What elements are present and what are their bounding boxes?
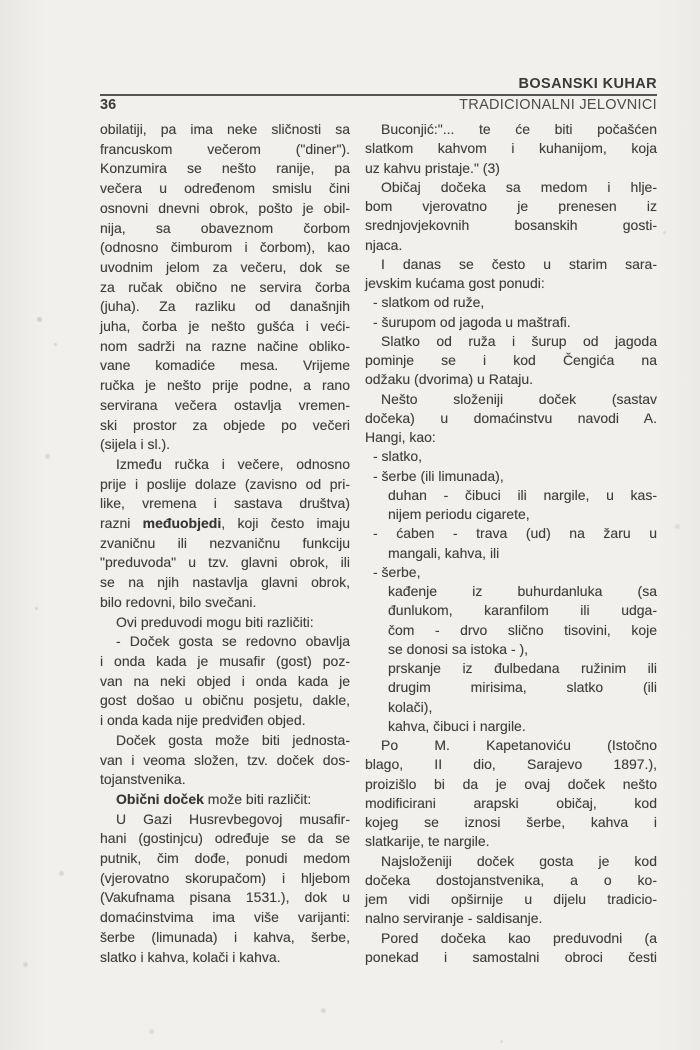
text-line: - šurupom od jagoda u maštrafi. (373, 313, 571, 330)
text-line: - šerbe (ili limunada), (373, 467, 504, 484)
text-line: Najsloženiji doček gosta je kod (381, 852, 657, 869)
list-item (365, 293, 657, 312)
bold-term: međuobjedi (142, 515, 222, 532)
bold-term: Obični doček (116, 790, 204, 807)
list-subitem (365, 582, 657, 659)
text-line: bom vjerovatno je prenesen iz (365, 198, 657, 214)
text-line: hani (gostinjcu) određuje se da se (100, 830, 350, 847)
text-line: prije i poslije dolaze (zavisno od pri- (100, 475, 350, 492)
text-line: vane komadiće mesa. Vrijeme (100, 357, 350, 374)
text-line: Konzumira se nešto ranije, pa (100, 160, 350, 177)
text-line: Slatko od ruža i šurup od jagoda (381, 332, 657, 349)
list-item (365, 467, 657, 486)
text-line: gost došao u običnu posjetu, dakle, (100, 692, 350, 709)
text-line: domaćinstvima ima više varijanti: (100, 909, 350, 926)
paragraph (100, 613, 350, 633)
list-item (365, 313, 657, 332)
page-number: 36 (100, 97, 117, 113)
text-line: (juha). Za razliku od današnjih (100, 298, 350, 315)
text-line: servirana večera ostavlja vremen- (100, 396, 350, 413)
text-line: uz kahvu pristaje." (3) (365, 159, 500, 176)
text-line (100, 514, 350, 534)
text-line: Ovi preduvodi mogu biti različiti: (116, 613, 314, 630)
text-line: "preduvoda" u tzv. glavni obrok, ili (100, 554, 350, 571)
text-line: Između ručka i večere, odnosno (116, 455, 350, 472)
text-line: obilatiji, pa ima neke sličnosti sa (100, 121, 350, 137)
text-span: može biti različit: (203, 790, 312, 807)
text-line: slatko i kahva, kolači i kahva. (100, 948, 281, 965)
text-line: (odnosno čimburom i čorbom), kao (100, 239, 350, 256)
text-line: (sijela i sl.). (100, 436, 171, 453)
text-line: šerbe (limunada) i kahva, šerbe, (100, 928, 350, 945)
paragraph (100, 120, 350, 455)
text-line: nom sadrži na razne načine obliko- (100, 337, 350, 354)
scan-noise (0, 0, 3, 3)
text-line: (Vakufnama pisana 1531.), dok u (100, 889, 350, 906)
text-line: U Gazi Husrevbegovoj musafir- (116, 810, 350, 827)
text-line: jevskim kućama gost ponudi: (365, 275, 545, 291)
text-line: i onda kada nije predviđen objed. (100, 712, 306, 729)
text-line: Doček gosta može biti jednosta- (116, 731, 350, 748)
text-line: Po M. Kapetanoviću (Istočno (381, 737, 657, 753)
text-line: bilo redovni, bilo svečani. (100, 593, 257, 610)
text-line: uvodnim jelom za večeru, dok se (100, 258, 350, 275)
text-line: odžaku (dvorima) u Rataju. (365, 371, 534, 388)
text-line: se na njih nastavlja glavni obrok, (100, 574, 350, 591)
text-line: za ručak obično ne servira čorba (100, 278, 350, 295)
text-line: pominje se i kod Čengića na (365, 352, 657, 368)
text-line: dočeka dostojanstvenika, a o ko- (365, 871, 657, 888)
page-header (100, 76, 657, 113)
text-line: njaca. (365, 236, 403, 253)
text-line: mangali, kahva, ili (388, 544, 500, 561)
right-column (365, 120, 657, 967)
text-line: Običaj dočeka sa medom i hlje- (381, 178, 657, 195)
text-line: kađenje iz buhurdanluka (sa (388, 583, 657, 599)
text-line: dočeka) u domaćinstvu navodi A. (365, 409, 657, 426)
text-line: nalno serviranje - saldisanje. (365, 910, 543, 927)
text-line: modificirani arapski običaj, kod (365, 794, 657, 811)
text-line: nijem periodu cigarete, (388, 506, 530, 522)
text-line: - Doček gosta se redovno obavlja (116, 633, 350, 650)
text-line: van i veoma složen, tzv. doček dos- (100, 751, 350, 768)
paragraph (100, 810, 350, 968)
text-line: ski prostor za objede po večeri (100, 416, 350, 433)
list-subitem (365, 659, 657, 717)
text-line: kolači), (388, 698, 433, 715)
paragraph (100, 731, 350, 790)
text-line: tojanstvenika. (100, 771, 186, 788)
paragraph (365, 255, 657, 294)
text-line: večera u određenom smislu čini (100, 180, 350, 197)
text-line: osnovni dnevni obrok, pošto je obil- (100, 199, 350, 216)
text-line: - slatko, (373, 448, 423, 465)
text-line: đunlukom, karanfilom ili udga- (388, 602, 657, 619)
text-span: , koji često imaju (221, 515, 351, 532)
text-line: - šerbe, (373, 563, 421, 580)
text-line: francuskom večerom ("diner"). (100, 140, 350, 157)
paragraph (100, 790, 350, 810)
paragraph (100, 632, 350, 731)
text-line: Pored dočeka kao preduvodni (a (381, 929, 657, 946)
paragraph (365, 178, 657, 255)
text-line: (vjerovatno skorupačom) i hljebom (100, 869, 350, 886)
text-line: - ćaben - trava (ud) na žaru u (373, 525, 657, 542)
text-line: Hangi, kao: (365, 429, 436, 445)
text-line (100, 790, 350, 810)
text-span: razni (100, 515, 143, 532)
paragraph (365, 736, 657, 852)
text-line: like, vremena i sastava društva) (100, 495, 350, 512)
paragraph (365, 852, 657, 929)
text-line: Buconjić:"... te će biti počašćen (381, 121, 657, 137)
text-line: srednjovjekovnih bosanskih gosti- (365, 217, 657, 234)
paragraph (100, 455, 350, 613)
text-line: blago, II dio, Sarajevo 1897.), (365, 756, 657, 773)
text-line: prskanje iz đulbedana ružinim ili (388, 660, 657, 676)
text-line: ručka je nešto prije podne, a rano (100, 377, 350, 394)
text-line: slatkarije, te nargile. (365, 833, 490, 850)
list-item (365, 524, 657, 563)
text-line: drugim mirisima, slatko (ili (388, 679, 657, 696)
text-line: kojeg se iznosi šerbe, kahva i (365, 814, 657, 830)
list-subitem (365, 717, 657, 736)
left-column (100, 120, 350, 967)
paragraph (365, 390, 657, 448)
text-line: juha, čorba je nešto gušća i veći- (100, 318, 350, 335)
list-item (365, 563, 657, 582)
text-line: van na neki objed i onda kada je (100, 672, 350, 689)
paragraph (365, 332, 657, 390)
text-line: i onda kada je musafir (gost) poz- (100, 652, 350, 669)
text-line: proizišlo bi da je ovaj doček nešto (365, 775, 657, 792)
list-item (365, 447, 657, 466)
book-title: BOSANSKI KUHAR (518, 76, 657, 92)
text-line: Nešto složeniji doček (sastav (381, 390, 657, 407)
text-line: nija, sa obaveznom čorbom (100, 219, 350, 236)
text-line: - slatkom od ruže, (373, 294, 485, 311)
text-line: zvaničnu ili nezvaničnu funkciju (100, 534, 350, 551)
text-line: se donosi sa istoka - ), (388, 640, 529, 657)
text-line: kahva, čibuci i nargile. (388, 717, 526, 734)
text-line: putnik, čim dođe, ponudi medom (100, 850, 350, 867)
header-row (100, 96, 657, 113)
paragraph (365, 120, 657, 178)
text-line: I danas se često u starim sara- (381, 255, 657, 272)
list-subitem (365, 486, 657, 525)
paragraph (365, 929, 657, 968)
text-line: ponekad i samostalni obroci česti (365, 948, 657, 965)
text-line: jem vidi opširnije u dijelu tradicio- (365, 891, 657, 907)
text-line: slatkom kahvom i kuhanijom, koja (365, 140, 657, 157)
section-title: TRADICIONALNI JELOVNICI (459, 97, 657, 113)
text-line: duhan - čibuci ili nargile, u kas- (388, 486, 657, 503)
text-line: čom - drvo slično tisovini, koje (388, 621, 657, 638)
